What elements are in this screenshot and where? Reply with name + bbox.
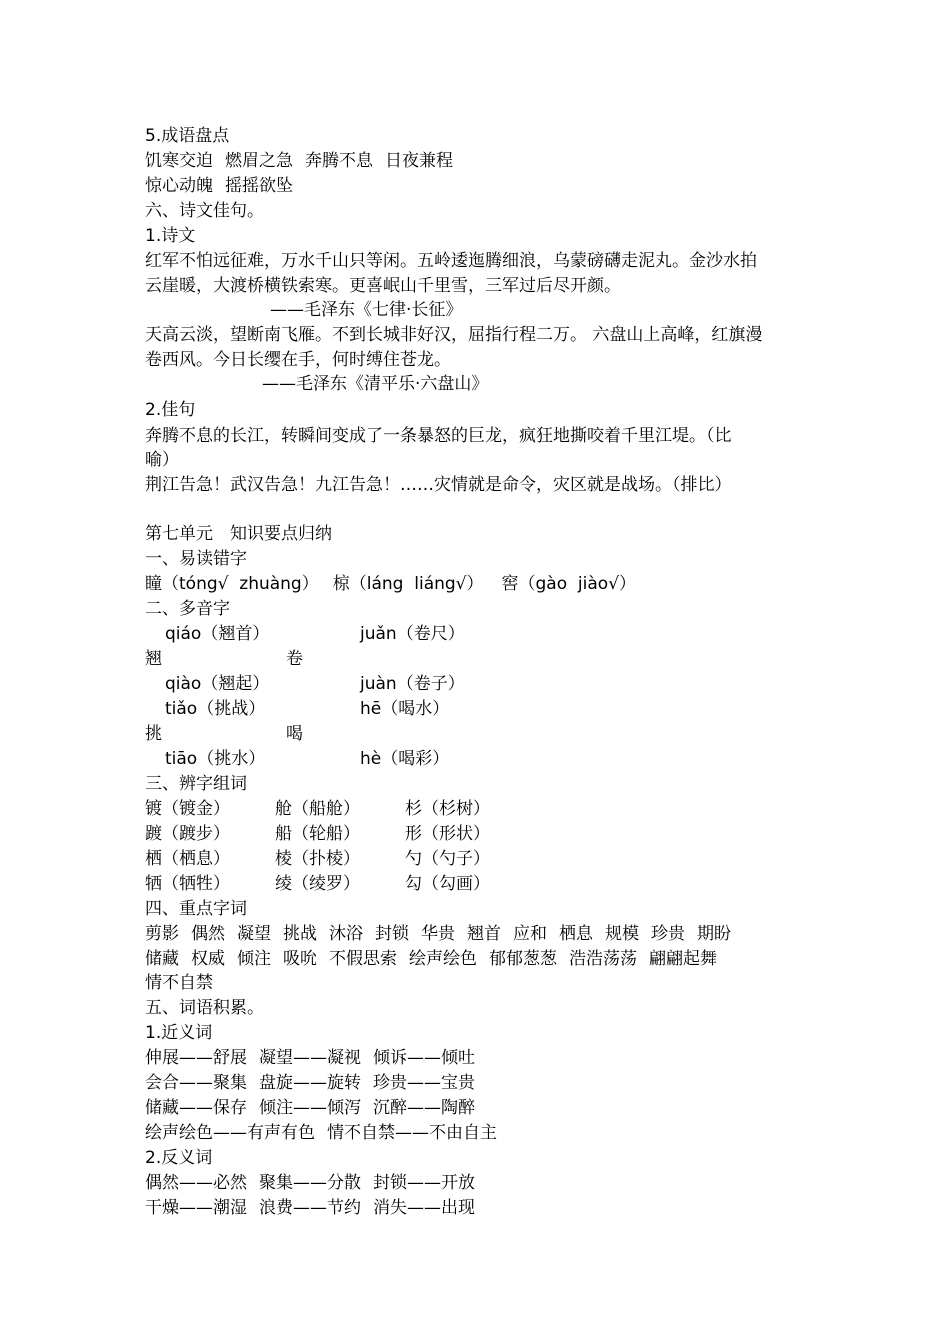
s3-heading: 三、辨字组词: [145, 774, 247, 794]
synonym-row: [145, 1071, 475, 1095]
sentence1-line-1: 奔腾不息的长江，转瞬间变成了一条暴怒的巨龙，疯狂地撕咬着千里江堤。（比: [145, 426, 732, 446]
word-pair: 消失——出现: [373, 1198, 475, 1218]
s4-line-2: [145, 947, 717, 971]
polyphone-qiao-bottom: qiào（翘起）: [165, 674, 270, 694]
key-word: 翘首: [467, 924, 501, 944]
idioms-line-1: [145, 149, 453, 173]
s3-row-1-col-3: 杉（杉树）: [405, 799, 490, 819]
s3-row-2-col-1: 踱（踱步）: [145, 824, 230, 844]
key-word: 剪影: [145, 924, 179, 944]
s4-line-3: 情不自禁: [145, 973, 213, 993]
s3-row-1-col-2: 舱（船舱）: [275, 799, 360, 819]
key-word: 吸吮: [283, 949, 317, 969]
sentences-heading: 2.佳句: [145, 400, 196, 420]
key-word: 郁郁葱葱: [489, 949, 557, 969]
polyphone-qiao-top: qiáo（翘首）: [165, 624, 270, 644]
key-word: 翩翩起舞: [649, 949, 717, 969]
s5-heading: 五、词语积累。: [145, 998, 264, 1018]
idiom: 饥寒交迫: [145, 151, 213, 171]
pinyin-item: 窖（gào jiào√）: [501, 574, 637, 594]
key-word: 封锁: [375, 924, 409, 944]
word-pair: 偶然——必然: [145, 1173, 247, 1193]
word-pair: 会合——聚集: [145, 1073, 247, 1093]
polyphone-he-bottom: hè（喝彩）: [360, 749, 450, 769]
s3-row-4-col-1: 牺（牺牲）: [145, 874, 230, 894]
polyphone-char-tiao: 挑: [145, 724, 162, 744]
sentence2: 荆江告急！武汉告急！九江告急！……灾情就是命令，灾区就是战场。（排比）: [145, 475, 732, 495]
idiom: 燃眉之急: [225, 151, 293, 171]
poem2-source: ——毛泽东《清平乐·六盘山》: [262, 374, 489, 394]
poem1-source: ——毛泽东《七律·长征》: [270, 300, 463, 320]
s3-row-3-col-3: 勺（勺子）: [405, 849, 490, 869]
word-pair: 情不自禁——不由自主: [327, 1123, 497, 1143]
key-word: 凝望: [237, 924, 271, 944]
section6-heading: 六、诗文佳句。: [145, 201, 264, 221]
polyphone-char-qiao: 翘: [145, 649, 162, 669]
polyphone-char-juan: 卷: [286, 649, 303, 669]
polyphone-char-he: 喝: [286, 724, 303, 744]
synonym-row: [145, 1121, 497, 1145]
word-pair: 绘声绘色——有声有色: [145, 1123, 315, 1143]
poem1-line-1: 红军不怕远征难，万水千山只等闲。五岭逶迤腾细浪，乌蒙磅礴走泥丸。金沙水拍: [145, 251, 757, 271]
polyphone-juan-top: juǎn（卷尺）: [360, 624, 465, 644]
key-word: 应和: [513, 924, 547, 944]
key-word: 珍贵: [651, 924, 685, 944]
polyphone-tiao-top: tiǎo（挑战）: [165, 699, 266, 719]
s4-line-1: [145, 922, 731, 946]
s3-row-1-col-1: 镀（镀金）: [145, 799, 230, 819]
idiom: 惊心动魄: [145, 176, 213, 196]
unit7-title: 第七单元 知识要点归纳: [145, 524, 332, 544]
polyphone-tiao-bottom: tiāo（挑水）: [165, 749, 266, 769]
key-word: 权威: [191, 949, 225, 969]
word-pair: 倾注——倾泻: [259, 1098, 361, 1118]
synonyms-heading: 1.近义词: [145, 1023, 213, 1043]
idiom: 摇摇欲坠: [225, 176, 293, 196]
poem2-line-1: 天高云淡，望断南飞雁。不到长城非好汉，屈指行程二万。 六盘山上高峰，红旗漫: [145, 325, 763, 345]
word-pair: 凝望——凝视: [259, 1048, 361, 1068]
idiom: 奔腾不息: [305, 151, 373, 171]
word-pair: 聚集——分散: [259, 1173, 361, 1193]
synonym-row: [145, 1096, 475, 1120]
antonym-row: [145, 1171, 475, 1195]
word-pair: 沉醉——陶醉: [373, 1098, 475, 1118]
antonym-row: [145, 1196, 475, 1220]
idiom: 日夜兼程: [385, 151, 453, 171]
sentence1-line-2: 喻）: [145, 450, 179, 470]
poems-heading: 1.诗文: [145, 226, 196, 246]
key-word: 储藏: [145, 949, 179, 969]
poem2-line-2: 卷西风。今日长缨在手，何时缚住苍龙。: [145, 350, 451, 370]
key-word: 绘声绘色: [409, 949, 477, 969]
synonym-row: [145, 1046, 475, 1070]
key-word: 沐浴: [329, 924, 363, 944]
s3-row-3-col-1: 栖（栖息）: [145, 849, 230, 869]
s1-heading: 一、易读错字: [145, 549, 247, 569]
s1-items: [145, 572, 636, 596]
s3-row-3-col-2: 棱（扑棱）: [275, 849, 360, 869]
word-pair: 倾诉——倾吐: [373, 1048, 475, 1068]
polyphone-juan-bottom: juàn（卷子）: [360, 674, 465, 694]
poem1-line-2: 云崖暖，大渡桥横铁索寒。更喜岷山千里雪，三军过后尽开颜。: [145, 276, 621, 296]
s3-row-4-col-2: 绫（绫罗）: [275, 874, 360, 894]
word-pair: 伸展——舒展: [145, 1048, 247, 1068]
pinyin-item: 瞳（tóng√ zhuàng）: [145, 574, 319, 594]
key-word: 规模: [605, 924, 639, 944]
pinyin-item: 椋（láng liáng√）: [332, 574, 484, 594]
section5-heading: 5.成语盘点: [145, 126, 230, 146]
key-word: 华贵: [421, 924, 455, 944]
key-word: 栖息: [559, 924, 593, 944]
s3-row-2-col-3: 形（形状）: [405, 824, 490, 844]
word-pair: 储藏——保存: [145, 1098, 247, 1118]
key-word: 浩浩荡荡: [569, 949, 637, 969]
word-pair: 盘旋——旋转: [259, 1073, 361, 1093]
key-word: 倾注: [237, 949, 271, 969]
key-word: 挑战: [283, 924, 317, 944]
s3-row-4-col-3: 勾（勾画）: [405, 874, 490, 894]
word-pair: 封锁——开放: [373, 1173, 475, 1193]
word-pair: 珍贵——宝贵: [373, 1073, 475, 1093]
key-word: 期盼: [697, 924, 731, 944]
idioms-line-2: [145, 174, 293, 198]
antonyms-heading: 2.反义词: [145, 1148, 213, 1168]
s2-heading: 二、多音字: [145, 599, 230, 619]
word-pair: 干燥——潮湿: [145, 1198, 247, 1218]
word-pair: 浪费——节约: [259, 1198, 361, 1218]
s3-row-2-col-2: 船（轮船）: [275, 824, 360, 844]
polyphone-he-top: hē（喝水）: [360, 699, 450, 719]
key-word: 不假思索: [329, 949, 397, 969]
key-word: 偶然: [191, 924, 225, 944]
s4-heading: 四、重点字词: [145, 899, 247, 919]
